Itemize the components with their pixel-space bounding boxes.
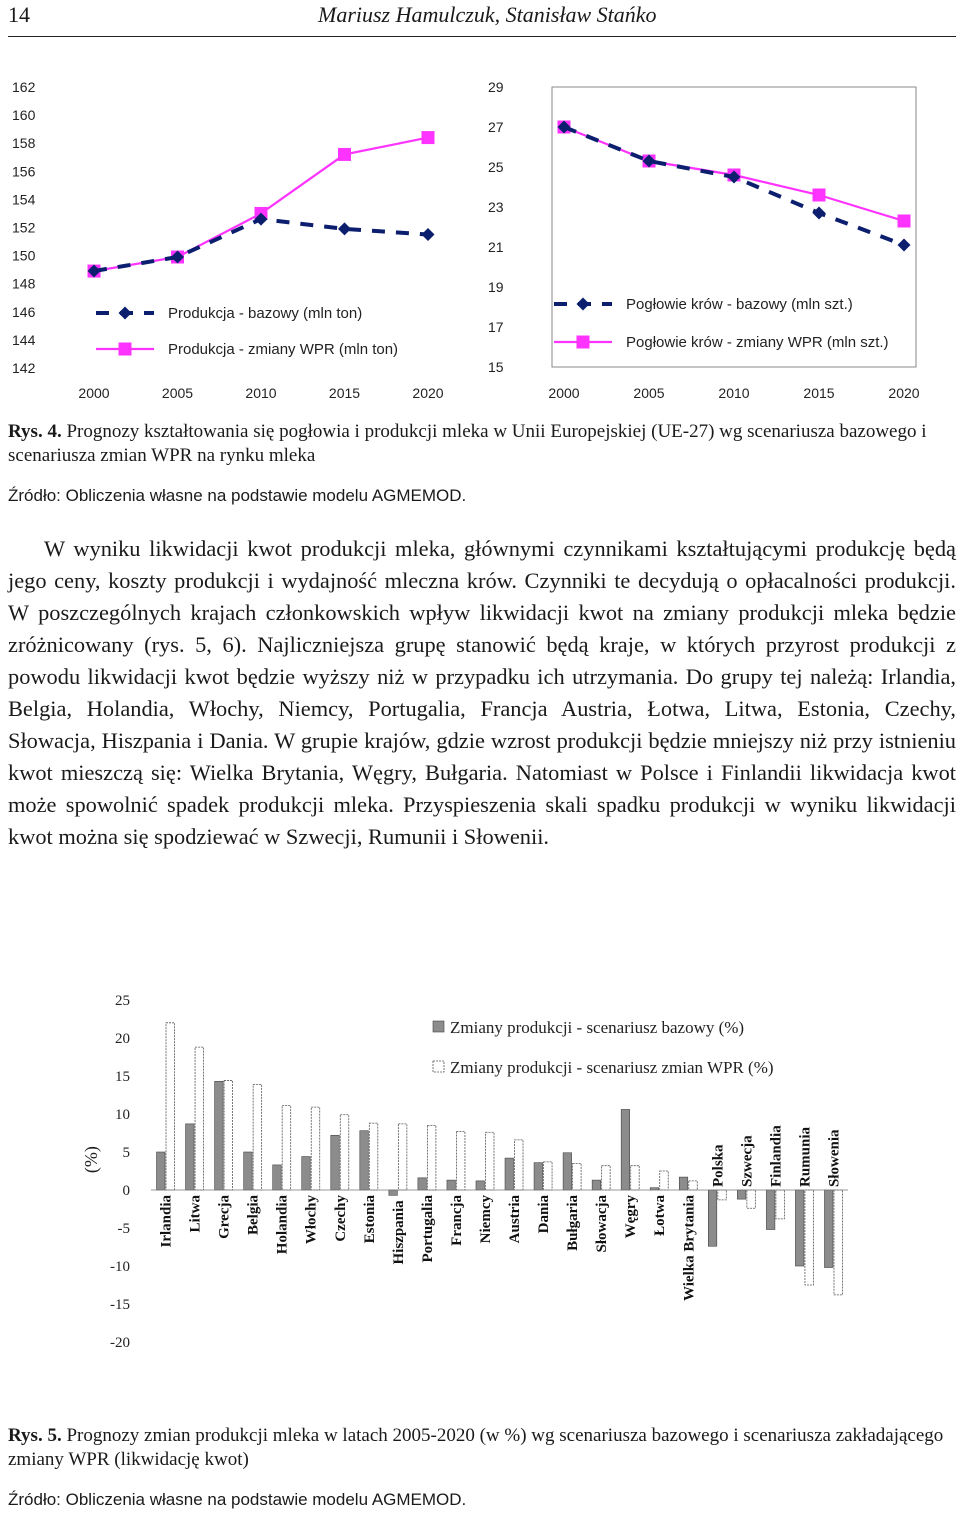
bar-wpr [573, 1163, 582, 1190]
bar-base [273, 1165, 282, 1190]
category-label: Austria [507, 1195, 524, 1244]
x-tick-label: 2005 [633, 385, 665, 401]
bar-wpr [805, 1190, 814, 1285]
header-rule [8, 36, 956, 37]
category-label: Portugalia [419, 1195, 436, 1263]
legend-marker-wpr [119, 343, 132, 356]
bar-base [244, 1152, 253, 1190]
legend-marker-base [577, 298, 590, 311]
legend-swatch-base [433, 1021, 444, 1032]
figure5-label: Rys. 5. [8, 1425, 62, 1446]
category-label: Dania [536, 1195, 553, 1234]
bar-base [708, 1190, 717, 1246]
legend-marker-wpr [577, 336, 590, 349]
legend-label-base: Zmiany produkcji - scenariusz bazowy (%) [450, 1018, 745, 1037]
category-label: Słowacja [594, 1195, 611, 1253]
data-point-wpr [813, 189, 826, 202]
bar-base [621, 1109, 630, 1190]
bar-wpr [515, 1140, 524, 1190]
y-tick-label: 10 [115, 1107, 130, 1123]
x-tick-label: 2000 [78, 385, 110, 401]
bar-wpr [253, 1084, 261, 1190]
bar-wpr [747, 1190, 756, 1208]
body-paragraph: W wyniku likwidacji kwot produkcji mleka, głównymi czynnikami kształtującymi produkcję będą jego ceny, koszty produkcji i wydajność mleczna krów. Czynniki te decydują o opłacalności produkcji. W poszczególnych krajach członkowskich wpływ likwidacji kwot na zmiany produkcji mleka będzie zróżnicowany (rys. 5, 6). Najliczniejsza grupę stanowić będą kraje, w których przyrost produkcji z powodu likwidacji kwot będzie wyższy niż w przypadku ich utrzymania. Do grupy tej należą: Irlandia, Belgia, Holandia, Włochy, Niemcy, Portugalia, Francja Austria, Łotwa, Litwa, Estonia, Czechy, Słowacja, Hiszpania i Dania. W grupie krajów, gdzie wzrost produkcji będzie mniejszy niż przy istnieniu kwot mieszczą się: Wielka Brytania, Węgry, Bułgaria. Natomiast w Polsce i Finlandii likwidacja kwot może spowolnić spadek produkcji mleka. Przyspieszenia skali spadku produkcji w wyniku likwidacji kwot można się spodziewać w Szwecji, Rumunii i Słowenii. [8, 536, 956, 849]
bar-wpr [195, 1047, 204, 1190]
category-label: Słowenia [826, 1129, 843, 1187]
bar-base [389, 1190, 398, 1195]
y-tick-label: 146 [12, 303, 36, 320]
y-tick-label: 148 [12, 275, 36, 292]
y-tick-label: -20 [110, 1335, 130, 1351]
x-tick-label: 2020 [412, 385, 444, 401]
legend-label-base: Pogłowie krów - bazowy (mln szt.) [626, 296, 853, 313]
bar-base [563, 1153, 572, 1190]
x-tick-label: 2015 [803, 385, 835, 401]
bar-wpr [631, 1166, 640, 1190]
y-tick-label: -5 [117, 1221, 130, 1237]
category-label: Czechy [332, 1195, 349, 1242]
bar-wpr [311, 1107, 320, 1190]
bar-wpr [776, 1190, 785, 1219]
category-label: Finlandia [768, 1125, 785, 1187]
category-label: Łotwa [652, 1195, 669, 1236]
page-number: 14 [8, 2, 30, 27]
bar-base [418, 1178, 427, 1190]
figure5-caption [8, 1424, 956, 1472]
category-label: Szwecja [739, 1135, 756, 1187]
bar-base [505, 1158, 514, 1190]
bar-base [215, 1081, 224, 1190]
legend-swatch-wpr [433, 1061, 444, 1072]
y-tick-label: 152 [12, 219, 36, 236]
category-label: Wielka Brytania [681, 1195, 698, 1301]
y-tick-label: 0 [122, 1183, 130, 1199]
bar-wpr [224, 1081, 233, 1190]
y-tick-label: 21 [488, 239, 504, 255]
bar-base [679, 1177, 688, 1190]
bar-wpr [427, 1125, 436, 1190]
category-label: Estonia [361, 1195, 378, 1244]
x-tick-label: 2005 [161, 385, 194, 401]
x-tick-label: 2020 [888, 385, 920, 401]
y-tick-label: 17 [488, 319, 504, 335]
x-tick-label: 2010 [245, 385, 277, 401]
bar-base [302, 1157, 311, 1190]
figure5-source: Źródło: Obliczenia własne na podstawie modelu AGMEMOD. [8, 1490, 467, 1509]
bar-wpr [660, 1171, 669, 1190]
bar-wpr [834, 1190, 843, 1295]
bar-wpr [166, 1023, 175, 1190]
x-tick-label: 2010 [718, 385, 750, 401]
chart-production-change-by-country [60, 980, 880, 1380]
y-tick-label: 27 [488, 119, 504, 135]
y-tick-label: 20 [115, 1031, 130, 1047]
bar-base [534, 1163, 543, 1190]
data-point-base [813, 207, 826, 220]
bar-wpr [718, 1190, 727, 1200]
x-tick-label: 2000 [548, 385, 580, 401]
data-point-base [422, 228, 435, 241]
bar-wpr [282, 1106, 291, 1190]
y-tick-label: 5 [122, 1145, 130, 1161]
chart-milk-production [0, 70, 480, 410]
bar-wpr [485, 1132, 494, 1190]
series-line-base [564, 127, 904, 245]
bar-base [737, 1190, 746, 1199]
category-label: Włochy [303, 1195, 320, 1245]
bar-wpr [340, 1115, 349, 1190]
y-tick-label: -10 [110, 1259, 130, 1275]
category-label: Polska [710, 1144, 727, 1187]
y-tick-label: 144 [12, 331, 36, 348]
bar-base [795, 1190, 804, 1266]
bar-base [447, 1180, 456, 1190]
legend-label-base: Produkcja - bazowy (mln ton) [168, 305, 363, 322]
bar-base [331, 1135, 340, 1190]
y-tick-label: -15 [110, 1297, 130, 1313]
figure4-caption [8, 420, 956, 468]
figure4-caption-text: Prognozy kształtowania się pogłowia i produkcji mleka w Unii Europejskiej (UE-27) wg scenariusza bazowego i scenariusza zmian WPR na rynku mleka [8, 421, 927, 466]
y-tick-label: 19 [488, 279, 504, 295]
legend-label-wpr: Pogłowie krów - zmiany WPR (mln szt.) [626, 334, 889, 351]
y-tick-label: 150 [12, 247, 36, 264]
category-label: Bułgaria [565, 1195, 582, 1251]
bar-base [360, 1131, 369, 1190]
category-label: Węgry [623, 1195, 640, 1239]
bar-wpr [398, 1124, 407, 1190]
category-label: Niemcy [477, 1195, 494, 1244]
bar-base [476, 1181, 485, 1190]
legend-label-wpr: Zmiany produkcji - scenariusz zmian WPR (%) [450, 1058, 774, 1077]
y-tick-label: 23 [488, 199, 504, 215]
category-label: Hiszpania [390, 1200, 407, 1265]
data-point-base [338, 222, 351, 235]
y-tick-label: 29 [488, 79, 504, 95]
bar-wpr [602, 1166, 611, 1190]
y-tick-label: 15 [115, 1069, 130, 1085]
legend-marker-base [119, 307, 132, 320]
category-label: Belgia [245, 1195, 262, 1235]
y-tick-label: 25 [488, 159, 504, 175]
bar-base [592, 1180, 601, 1190]
y-tick-label: 158 [12, 135, 36, 152]
series-line-base [94, 219, 428, 271]
y-axis-label: (%) [81, 1146, 101, 1174]
bar-base [824, 1190, 833, 1268]
bar-wpr [544, 1162, 553, 1190]
running-header-authors: Mariusz Hamulczuk, Stanisław Stańko [318, 2, 657, 27]
x-tick-label: 2015 [328, 385, 361, 401]
category-label: Rumunia [797, 1126, 814, 1187]
figure5-caption-text: Prognozy zmian produkcji mleka w latach 2005-2020 (w %) wg scenariusza bazowego i scenariusza zakładającego zmiany WPR (likwidację kwot) [8, 1425, 944, 1470]
category-label: Holandia [274, 1195, 291, 1255]
data-point-wpr [338, 148, 351, 161]
category-label: Irlandia [158, 1195, 175, 1248]
bar-wpr [689, 1181, 698, 1190]
category-label: Litwa [187, 1195, 204, 1233]
data-point-base [898, 239, 911, 252]
y-tick-label: 25 [115, 993, 130, 1009]
category-label: Francja [448, 1195, 465, 1246]
y-tick-label: 156 [12, 163, 36, 180]
bar-base [766, 1190, 775, 1230]
chart-cow-numbers [480, 70, 956, 410]
bar-wpr [456, 1131, 465, 1190]
y-tick-label: 162 [12, 79, 36, 95]
y-tick-label: 160 [12, 107, 36, 124]
y-tick-label: 154 [12, 191, 36, 208]
y-tick-label: 15 [488, 359, 504, 375]
figure4-label: Rys. 4. [8, 421, 62, 442]
data-point-wpr [422, 131, 435, 144]
legend-label-wpr: Produkcja - zmiany WPR (mln ton) [168, 341, 399, 358]
figure4-source: Źródło: Obliczenia własne na podstawie modelu AGMEMOD. [8, 486, 467, 505]
bar-wpr [369, 1123, 378, 1190]
data-point-wpr [898, 215, 911, 228]
bar-base [186, 1124, 195, 1190]
bar-base [157, 1152, 166, 1190]
series-line-wpr [94, 138, 428, 271]
y-tick-label: 142 [12, 360, 36, 376]
category-label: Grecja [216, 1195, 233, 1239]
